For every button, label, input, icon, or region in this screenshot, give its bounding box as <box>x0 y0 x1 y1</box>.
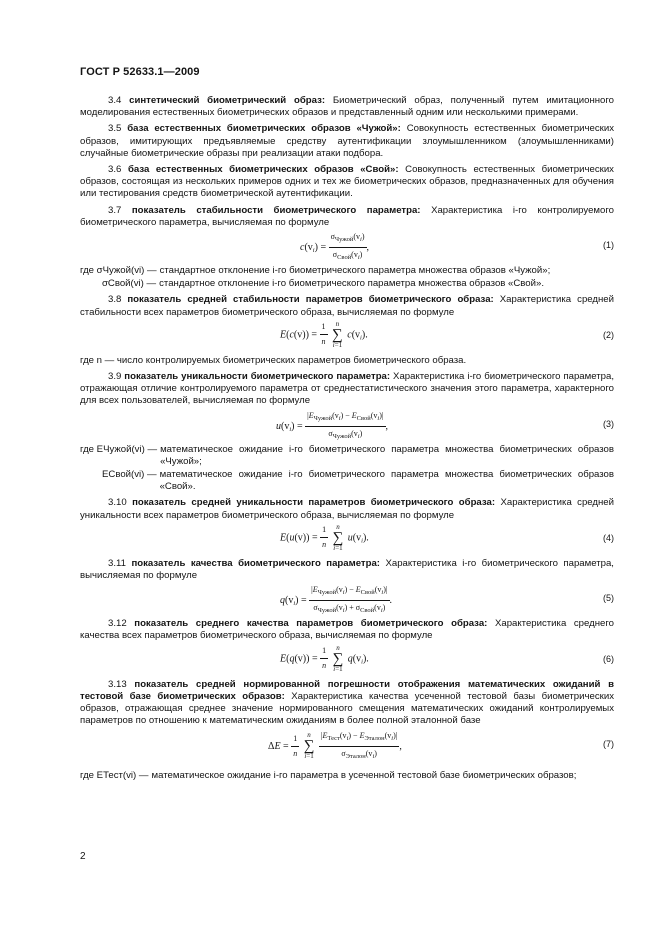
equation-number: (1) <box>603 240 614 251</box>
definition-3-11: 3.11 показатель качества биометрического параметра: Характеристика i-го биометрического параметра, вычисляемая по формуле <box>80 557 614 582</box>
equation-number: (6) <box>603 653 614 664</box>
definition-3-13: 3.13 показатель средней нормированной погрешности отображения математических ожиданий в тестовой базе биометрических образов: Характеристика качества усеченной тестовой базы биометрических образов, отражающая среднее значение нормированного смещения математических ожиданий контролируемых параметров по отношению к математическим ожиданиям в более полной эталонной базе <box>80 678 615 727</box>
equation-number: (7) <box>603 738 614 749</box>
equation-number: (5) <box>603 593 614 604</box>
formula-2: E(c(v)) = $\frac{1}{n}$ n ∑ i=1 $c(v_i)$. (2) <box>280 319 614 349</box>
definition-3-4: 3.4 синтетический биометрический образ: Биометрический образ, полученный путем имитационного моделирования естественных биометрических образов и представленный одним или несколькими примерами. <box>80 95 614 119</box>
page-number: 2 <box>80 851 86 862</box>
where-clause: σСвой(vi) — стандартное отклонение i-го биометрического параметра множества образов «Свой». <box>102 278 544 290</box>
definition-3-6: 3.6 база естественных биометрических образов «Свой»: Совокупность естественных биометрических образов, состоящая из нескольких примеров одних и тех же биометрических образов, предназначенных для обучения или тестирования средств биометрической аутентификации. <box>80 164 614 200</box>
formula-1: $c(v_i)$ = $\frac{\sigma_{Чужой}(v_i)}{\sigma_{Свой}(v_i)}$ , (1) <box>300 232 614 262</box>
where-clause: где n — число контролируемых биометрических параметров биометрического образа. <box>80 354 467 366</box>
definition-3-10: 3.10 показатель средней уникальности параметров биометрического образа: Характеристика средней уникальности всех параметров биометрического образа, вычисляемая по формуле <box>80 497 614 521</box>
where-clause: EСвой(vi) — математическое ожидание i-го биометрического параметра множества биометрических образов «Свой». <box>102 469 614 493</box>
formula-3: $u(v_i)$ = $\frac{|E_{Чужой}(v_i) - E_{Свой}(v_i)|}{\sigma_{Чужой}(v_i)}$ , (3) <box>276 410 614 440</box>
definition-3-12: 3.12 показатель среднего качества параметров биометрического образа: Характеристика среднего качества всех параметров биометрического образа, вычисляемая по формуле <box>80 618 614 642</box>
formula-7: ΔE = $\frac{1}{n}$ n ∑ i=1 $\frac{|E_{Тест}(v_i) - E_{Эталон}(v_i)|}{\sigma_{Эталон}(v_i)}$ , (7) <box>268 730 614 761</box>
equation-number: (3) <box>603 418 614 429</box>
equation-number: (2) <box>603 329 614 340</box>
equation-number: (4) <box>603 532 614 543</box>
formula-6: E(q(v)) = $\frac{1}{n}$ n ∑ i=1 $q(v_i)$. (6) <box>280 643 614 673</box>
document-header: ГОСТ Р 52633.1—2009 <box>80 66 200 78</box>
document-body <box>80 95 614 783</box>
formula-4: E(u(v)) = $\frac{1}{n}$ n ∑ i=1 $u(v_i)$. (4) <box>280 522 614 552</box>
where-clause: где σЧужой(vi) — стандартное отклонение i-го биометрического параметра множества образов «Чужой»; <box>80 265 551 277</box>
definition-3-5: 3.5 база естественных биометрических образов «Чужой»: Совокупность естественных биометрических образов, имитирующих предъявляемые средству аутентификации злоумышленником (злоумышленниками) случайные биометрические образы при реализации атаки подбора. <box>80 123 614 159</box>
definition-3-9: 3.9 показатель уникальности биометрического параметра: Характеристика i-го биометрического параметра, отражающая отличие контролируемого параметра от среднестатистического значения этого параметра, характерного для всех пользователей, вычисляемая по формуле <box>80 371 614 407</box>
definition-3-8: 3.8 показатель средней стабильности параметров биометрического образа: Характеристика средней стабильности всех параметров биометрического образа, вычисляемая по формуле <box>80 294 614 318</box>
where-clause: где EТест(vi) — математическое ожидание i-го параметра в усеченной тестовой базе биометрических образов; <box>80 769 577 781</box>
formula-5: $q(v_i)$ = $\frac{|E_{Чужой}(v_i) - E_{Свой}(v_i)|}{\sigma_{Чужой}(v_i) + \sigma_{Свой}(v_i)}$ . (5) <box>280 585 614 615</box>
definition-3-7: 3.7 показатель стабильности биометрического параметра: Характеристика i-го контролируемого биометрического параметра, вычисляемая по формуле <box>80 204 614 228</box>
where-clause: где EЧужой(vi) — математическое ожидание i-го биометрического параметра множества биометрических образов «Чужой»; <box>80 443 614 467</box>
